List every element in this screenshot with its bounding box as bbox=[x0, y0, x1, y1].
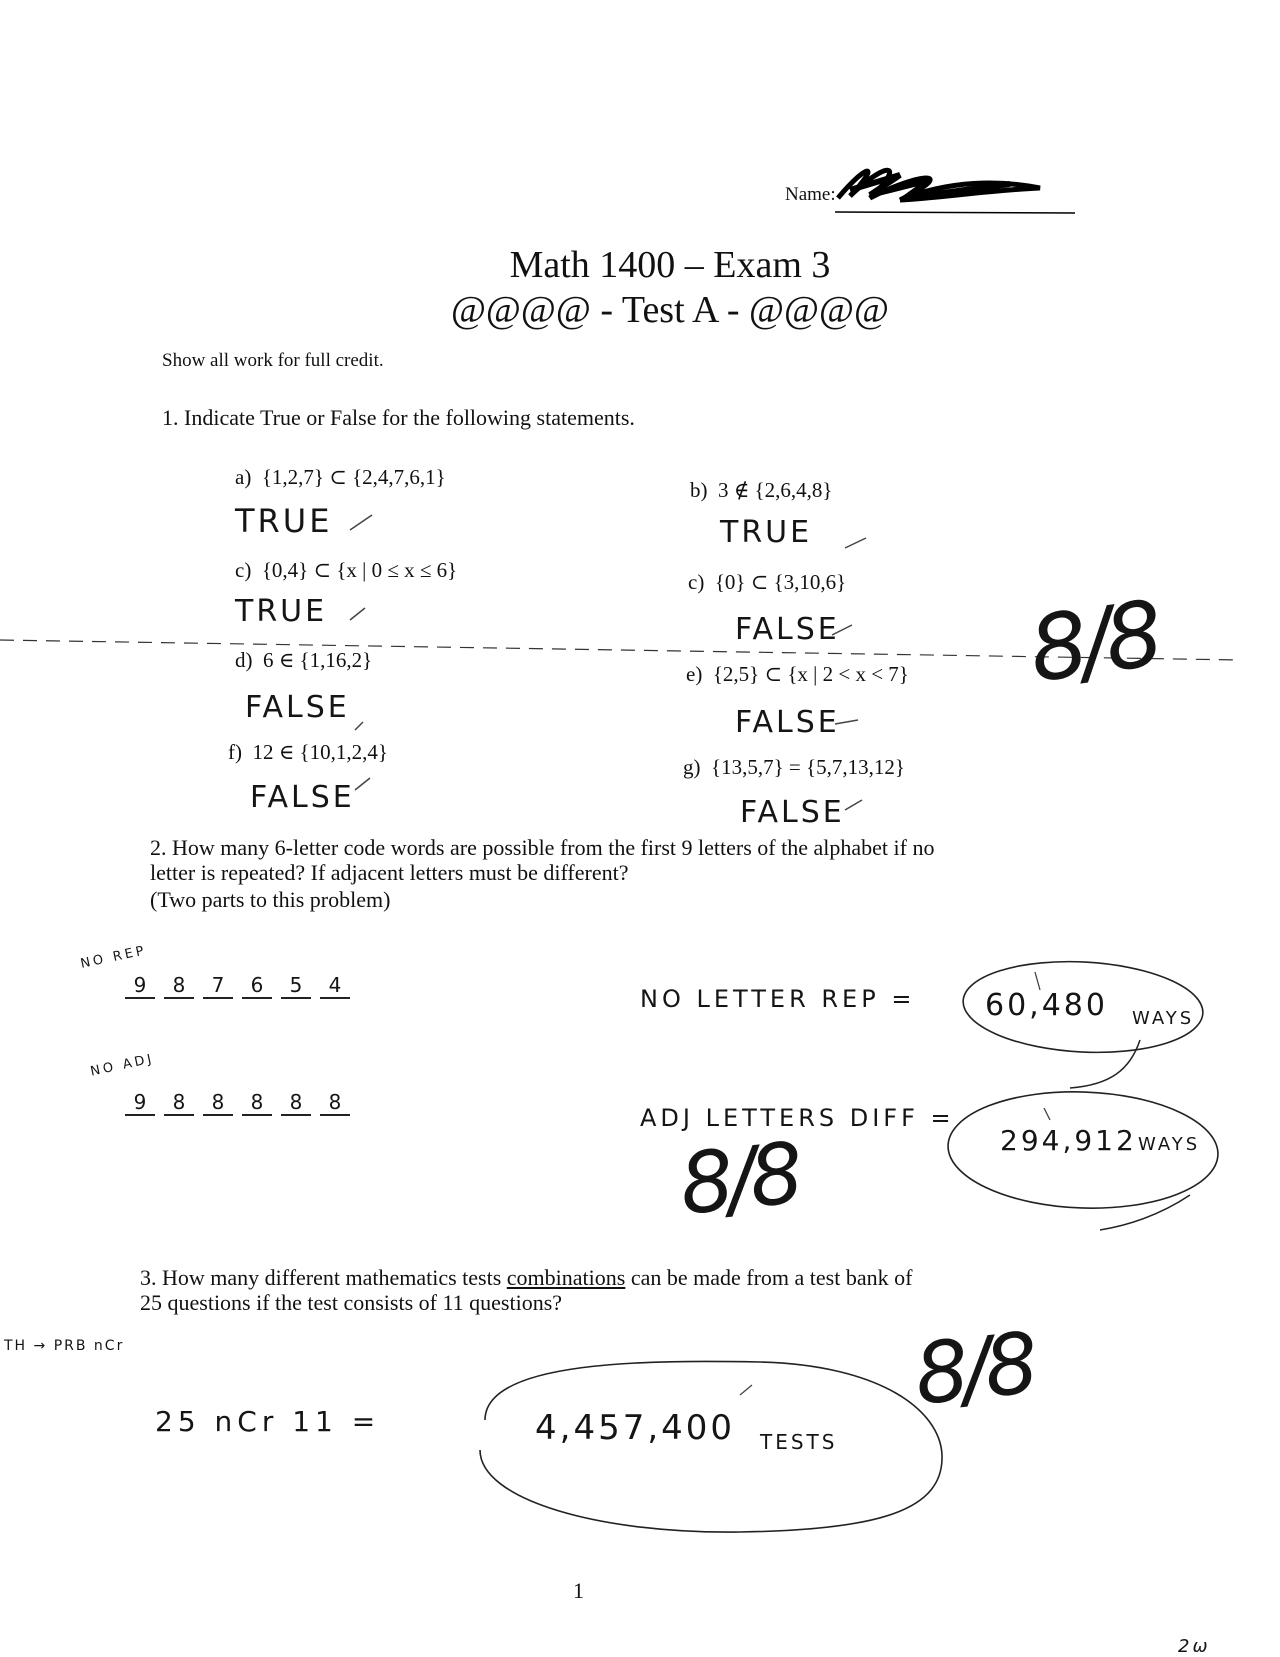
q3-margin-note: TH → PRB nCr bbox=[4, 1338, 125, 1354]
q1-answer-e: FALSE bbox=[735, 705, 840, 740]
q1-answer-g: FALSE bbox=[740, 795, 845, 830]
page-number: 1 bbox=[573, 1578, 584, 1603]
q1-score: 8/8 bbox=[1023, 581, 1164, 704]
q2-answer1-unit: WAYS bbox=[1132, 1008, 1195, 1029]
q2-answer1-value: 60,480 bbox=[985, 988, 1108, 1023]
exam-title: Math 1400 – Exam 3 bbox=[509, 244, 831, 286]
q1-item-c2: c) {0} ⊂ {3,10,6} bbox=[688, 570, 847, 594]
q1-answer-d: FALSE bbox=[245, 690, 350, 725]
q2-no-adj-label: NO ADJ bbox=[89, 1051, 156, 1080]
q1-answer-f: FALSE bbox=[250, 780, 355, 815]
q1-item-f: f) 12 ∈ {10,1,2,4} bbox=[228, 740, 388, 764]
q2-answer1-label: NO LETTER REP = bbox=[640, 985, 916, 1013]
q1-item-a: a) {1,2,7} ⊂ {2,4,7,6,1} bbox=[235, 465, 446, 489]
q2-prompt-line2: letter is repeated? If adjacent letters must be different? bbox=[150, 860, 629, 885]
q3-score: 8/8 bbox=[910, 1314, 1037, 1424]
q1-item-g: g) {13,5,7} = {5,7,13,12} bbox=[683, 755, 905, 779]
q1-item-b: b) 3 ∉ {2,6,4,8} bbox=[690, 478, 833, 502]
q1-answer-b: TRUE bbox=[720, 515, 813, 550]
q3-work: 25 nCr 11 = bbox=[155, 1405, 381, 1438]
q3-prompt-line2: 25 questions if the test consists of 11 questions? bbox=[140, 1290, 563, 1315]
name-label: Name: bbox=[785, 184, 836, 205]
q2-prompt-line3: (Two parts to this problem) bbox=[150, 887, 391, 912]
exam-subtitle: @@@@ - Test A - @@@@ bbox=[450, 289, 890, 331]
q2-answer2-unit: WAYS bbox=[1138, 1134, 1201, 1155]
q1-answer-c: TRUE bbox=[235, 594, 328, 629]
q1-prompt: 1. Indicate True or False for the following statements. bbox=[162, 405, 635, 430]
q2-prompt-line1: 2. How many 6-letter code words are possible from the first 9 letters of the alphabet if no bbox=[150, 835, 935, 860]
q1-answer-a: TRUE bbox=[235, 502, 333, 540]
q2-no-rep-digits: 9 8 7 6 5 4 bbox=[125, 973, 350, 999]
q2-no-adj-digits: 9 8 8 8 8 8 bbox=[125, 1090, 350, 1116]
q1-answer-c2: FALSE bbox=[735, 612, 840, 647]
q3-answer-value: 4,457,400 bbox=[535, 1408, 736, 1448]
q1-item-e: e) {2,5} ⊂ {x | 2 < x < 7} bbox=[686, 662, 909, 686]
q1-item-c: c) {0,4} ⊂ {x | 0 ≤ x ≤ 6} bbox=[235, 558, 458, 582]
q2-answer2-value: 294,912 bbox=[1000, 1124, 1137, 1157]
q2-score: 8/8 bbox=[675, 1124, 802, 1234]
q2-no-rep-label: NO REP bbox=[79, 943, 149, 972]
instructions: Show all work for full credit. bbox=[162, 350, 384, 371]
q1-item-d: d) 6 ∈ {1,16,2} bbox=[235, 648, 373, 672]
q2-answer2-label: ADJ LETTERS DIFF = bbox=[640, 1104, 955, 1132]
q3-answer-unit: TESTS bbox=[760, 1430, 838, 1454]
q3-prompt-line1: 3. How many different mathematics tests combinations can be made from a test bank of bbox=[140, 1265, 913, 1290]
corner-mark: 2ω bbox=[1178, 1636, 1211, 1657]
